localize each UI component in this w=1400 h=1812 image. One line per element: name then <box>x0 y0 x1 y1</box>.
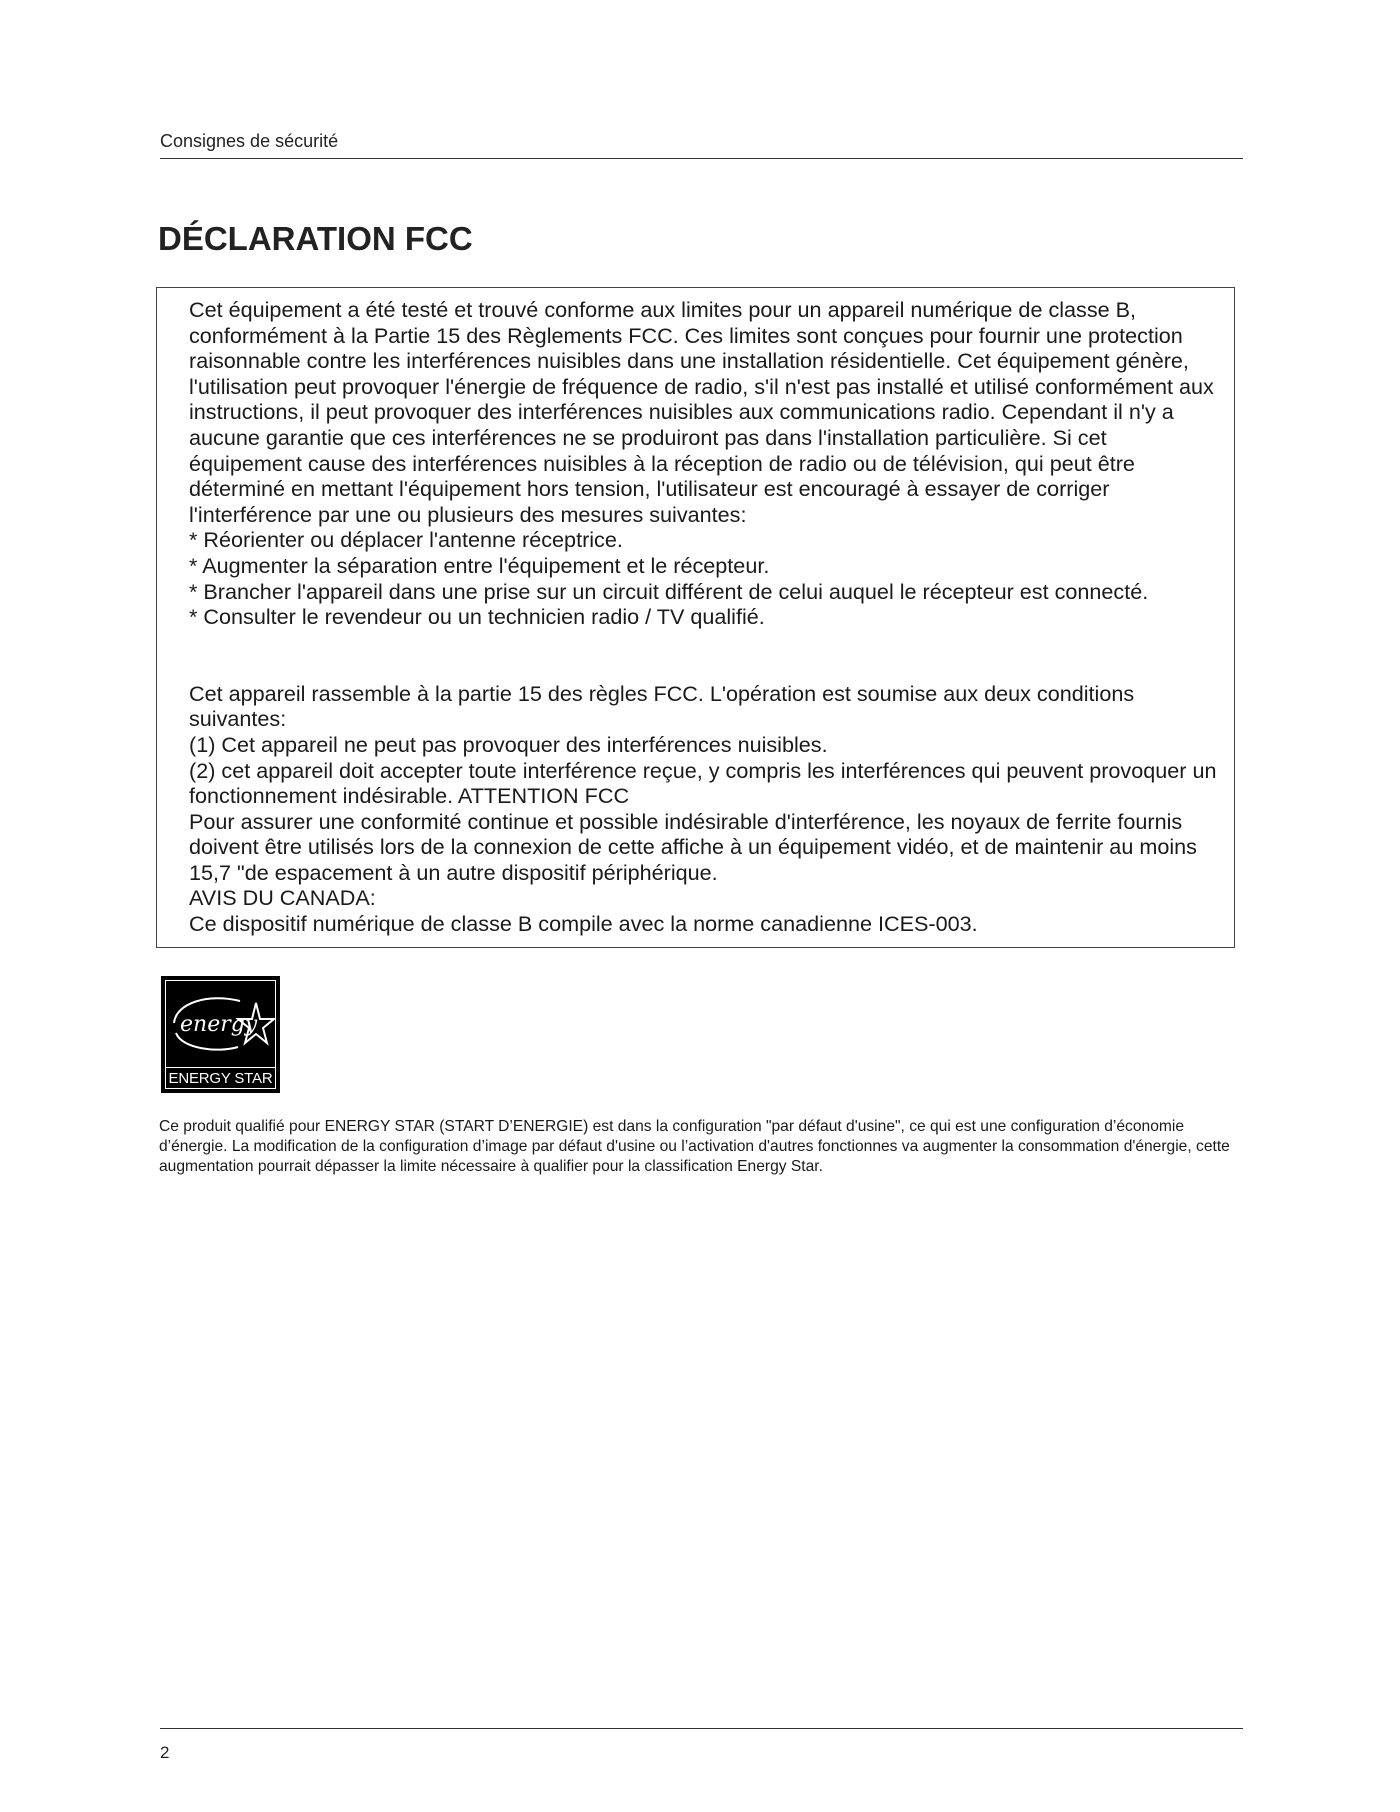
energy-star-note: Ce produit qualifié pour ENERGY STAR (START D’ENERGIE) est dans la configuration "par défaut d'usine", ce qui est une configuration d’économie d’énergie. La modification de la configuration d’image par défaut d'usine ou l’activation d'autres fonctionnes va augmenter la consommation d'énergie, cette augmentation pourrait dépasser la limite nécessaire à qualifier pour la classification Energy Star. <box>159 1118 1230 1175</box>
page-title: DÉCLARATION FCC <box>158 220 473 257</box>
energy-script: energy <box>180 1012 258 1037</box>
measure-item: * Brancher l'appareil dans une prise sur un circuit différent de celui auquel le récepteur est connecté. <box>189 578 1149 604</box>
fcc-paragraph-ferrite: Pour assurer une conformité continue et possible indésirable d'interférence, les noyaux de ferrite fournis doivent être utilisés lors de la connexion de cette affiche à un équipement vidéo, et de maintenir au moins 15,7 "de espacement à un autre dispositif périphérique. <box>189 808 1197 885</box>
page-number: 2 <box>160 1743 170 1762</box>
canada-notice-text: Ce dispositif numérique de classe B compile avec la norme canadienne ICES-003. <box>189 911 978 937</box>
measure-item: * Augmenter la séparation entre l'équipement et le récepteur. <box>189 552 770 578</box>
header-rule <box>160 158 1243 159</box>
measure-item: * Consulter le revendeur ou un technicien radio / TV qualifié. <box>189 604 765 630</box>
footer-rule <box>160 1728 1243 1729</box>
energy-star-caption: ENERGY STAR <box>165 1067 276 1089</box>
condition-item: (2) cet appareil doit accepter toute interférence reçue, y compris les interférences qui peuvent provoquer un fonctionnement indésirable. ATTENTION FCC <box>189 757 1217 809</box>
condition-item: (1) Cet appareil ne peut pas provoquer des interférences nuisibles. <box>189 731 828 757</box>
paragraph-spacer <box>189 630 1219 681</box>
canada-notice-title: AVIS DU CANADA: <box>189 885 376 911</box>
energy-star-icon <box>168 989 275 1055</box>
energy-star-logo <box>161 976 280 1093</box>
measure-item: * Réorienter ou déplacer l'antenne réceptrice. <box>189 527 623 553</box>
fcc-statement-text <box>189 297 1219 937</box>
fcc-paragraph-conditions: Cet appareil rassemble à la partie 15 des règles FCC. L'opération est soumise aux deux conditions suivantes: <box>189 680 1135 732</box>
fcc-paragraph-intro: Cet équipement a été testé et trouvé conforme aux limites pour un appareil numérique de classe B, conformément à la Partie 15 des Règlements FCC. Ces limites sont conçues pour fournir une protection raisonnable contre les interférences nuisibles dans une installation résidentielle. Cet équipement génère, l'utilisation peut provoquer l'énergie de fréquence de radio, s'il n'est pas installé et utilisé conformément aux instructions, il peut provoquer des interférences nuisibles aux communications radio. Cependant il n'y a aucune garantie que ces interférences ne se produiront pas dans l'installation particulière. Si cet équipement cause des interférences nuisibles à la réception de radio ou de télévision, qui peut être déterminé en mettant l'équipement hors tension, l'utilisateur est encouragé à essayer de corriger l'interférence par une ou plusieurs des mesures suivantes: <box>189 297 1214 527</box>
running-header: Consignes de sécurité <box>160 131 339 151</box>
fcc-statement-box <box>156 287 1235 948</box>
